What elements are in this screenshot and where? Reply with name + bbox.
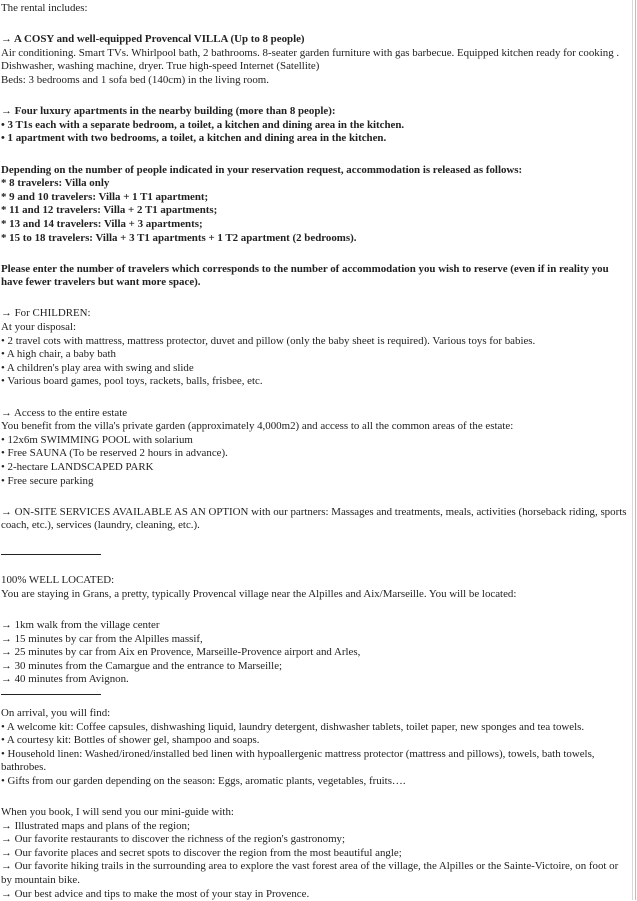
accommodation-item: * 11 and 12 travelers: Villa + 2 T1 apartments; — [1, 204, 218, 217]
guide-item: → Our best advice and tips to make the most of your stay in Provence. — [1, 887, 310, 900]
estate-item: • Free secure parking — [1, 474, 94, 487]
location-item: → 15 minutes by car from the Alpilles massif, — [1, 632, 203, 645]
guide-item: → Illustrated maps and plans of the region; — [1, 819, 191, 832]
section-divider — [1, 694, 101, 695]
children-item: • A high chair, a baby bath — [1, 348, 116, 361]
intro-text: The rental includes: — [1, 2, 88, 14]
arrival-intro: On arrival, you will find: — [1, 706, 111, 719]
estate-heading: → Access to the entire estate — [1, 406, 128, 419]
villa-heading: → A COSY and well-equipped Provencal VILLA (Up to 8 people) — [1, 33, 305, 46]
estate-item: • Free SAUNA (To be reserved 2 hours in advance). — [1, 447, 228, 460]
villa-beds: Beds: 3 bedrooms and 1 sofa bed (140cm) in the living room. — [1, 73, 269, 86]
accommodation-note: Please enter the number of travelers which corresponds to the number of accommodation you wish to reserve (even if in reality you have fewer travelers but want more space). — [1, 262, 609, 289]
guide-item: → Our favorite hiking trails in the surrounding area to explore the vast forest area of the village, the Alpilles or the Sainte-Victoire, on foot or by mountain bike. — [1, 860, 619, 887]
arrival-item: • Household linen: Washed/ironed/installed bed linen with hypoallergenic mattress protector (mattress and pillows), towels, bath towels, bathrobes. — [1, 747, 595, 774]
accommodation-item: * 15 to 18 travelers: Villa + 3 T1 apartments + 1 T2 apartment (2 bedrooms). — [1, 231, 357, 244]
accommodation-intro: Depending on the number of people indicated in your reservation request, accommodation is released as follows: — [1, 163, 523, 176]
accommodation-item: * 8 travelers: Villa only — [1, 177, 110, 190]
children-subheading: At your disposal: — [1, 321, 77, 334]
location-item: → 30 minutes from the Camargue and the entrance to Marseille; — [1, 659, 283, 672]
guide-intro: When you book, I will send you our mini-guide with: — [1, 806, 234, 819]
optional-services: → ON-SITE SERVICES AVAILABLE AS AN OPTION with our partners: Massages and treatments, meals, activities (horseback riding, sports coach, etc.), services (laundry, cleaning, etc.). — [1, 505, 627, 532]
children-item: • Various board games, pool toys, rackets, balls, frisbee, etc. — [1, 375, 263, 388]
children-item: • 2 travel cots with mattress, mattress protector, duvet and pillow (only the baby sheet is required). Various toys for babies. — [1, 334, 536, 347]
page-edge — [632, 0, 633, 900]
apartment-item: • 1 apartment with two bedrooms, a toilet, a kitchen and dining area in the kitchen. — [1, 132, 387, 145]
arrival-item: • A welcome kit: Coffee capsules, dishwashing liquid, laundry detergent, dishwasher tablets, toilet paper, new sponges and tea towels. — [1, 720, 585, 733]
accommodation-item: * 13 and 14 travelers: Villa + 3 apartments; — [1, 217, 203, 230]
estate-item: • 2-hectare LANDSCAPED PARK — [1, 461, 154, 473]
estate-item: • 12x6m SWIMMING POOL with solarium — [1, 433, 193, 446]
section-divider — [1, 554, 101, 555]
location-heading: 100% WELL LOCATED: — [1, 574, 115, 587]
page-edge-outer — [635, 0, 636, 900]
accommodation-item: * 9 and 10 travelers: Villa + 1 T1 apartment; — [1, 190, 209, 203]
location-item: → 1km walk from the village center — [1, 618, 160, 631]
apartment-item: • 3 T1s each with a separate bedroom, a toilet, a kitchen and dining area in the kitchen. — [1, 118, 405, 131]
arrival-item: • Gifts from our garden depending on the season: Eggs, aromatic plants, vegetables, fruits…. — [1, 774, 406, 787]
children-item: • A children's play area with swing and slide — [1, 361, 194, 374]
location-item: → 40 minutes from Avignon. — [1, 673, 129, 686]
apartments-heading: → Four luxury apartments in the nearby building (more than 8 people): — [1, 105, 336, 118]
location-intro: You are staying in Grans, a pretty, typically Provencal village near the Alpilles and Aix/Marseille. You will be located: — [1, 587, 517, 600]
children-heading: → For CHILDREN: — [1, 307, 91, 320]
guide-item: → Our favorite places and secret spots to discover the region from the most beautiful angle; — [1, 846, 402, 859]
guide-item: → Our favorite restaurants to discover the richness of the region's gastronomy; — [1, 833, 346, 846]
villa-amenities: Air conditioning. Smart TVs. Whirlpool bath, 2 bathrooms. 8-seater garden furniture with gas barbecue. Equipped kitchen ready for cooking . Dishwasher, washing machine, dryer. True high-speed Internet (Satellite) — [1, 46, 620, 73]
estate-intro: You benefit from the villa's private garden (approximately 4,000m2) and access to all the common areas of the estate: — [1, 420, 514, 433]
arrival-item: • A courtesy kit: Bottles of shower gel, shampoo and soaps. — [1, 734, 260, 747]
rental-description — [1, 2, 627, 901]
location-item: → 25 minutes by car from Aix en Provence, Marseille-Provence airport and Arles, — [1, 646, 361, 659]
